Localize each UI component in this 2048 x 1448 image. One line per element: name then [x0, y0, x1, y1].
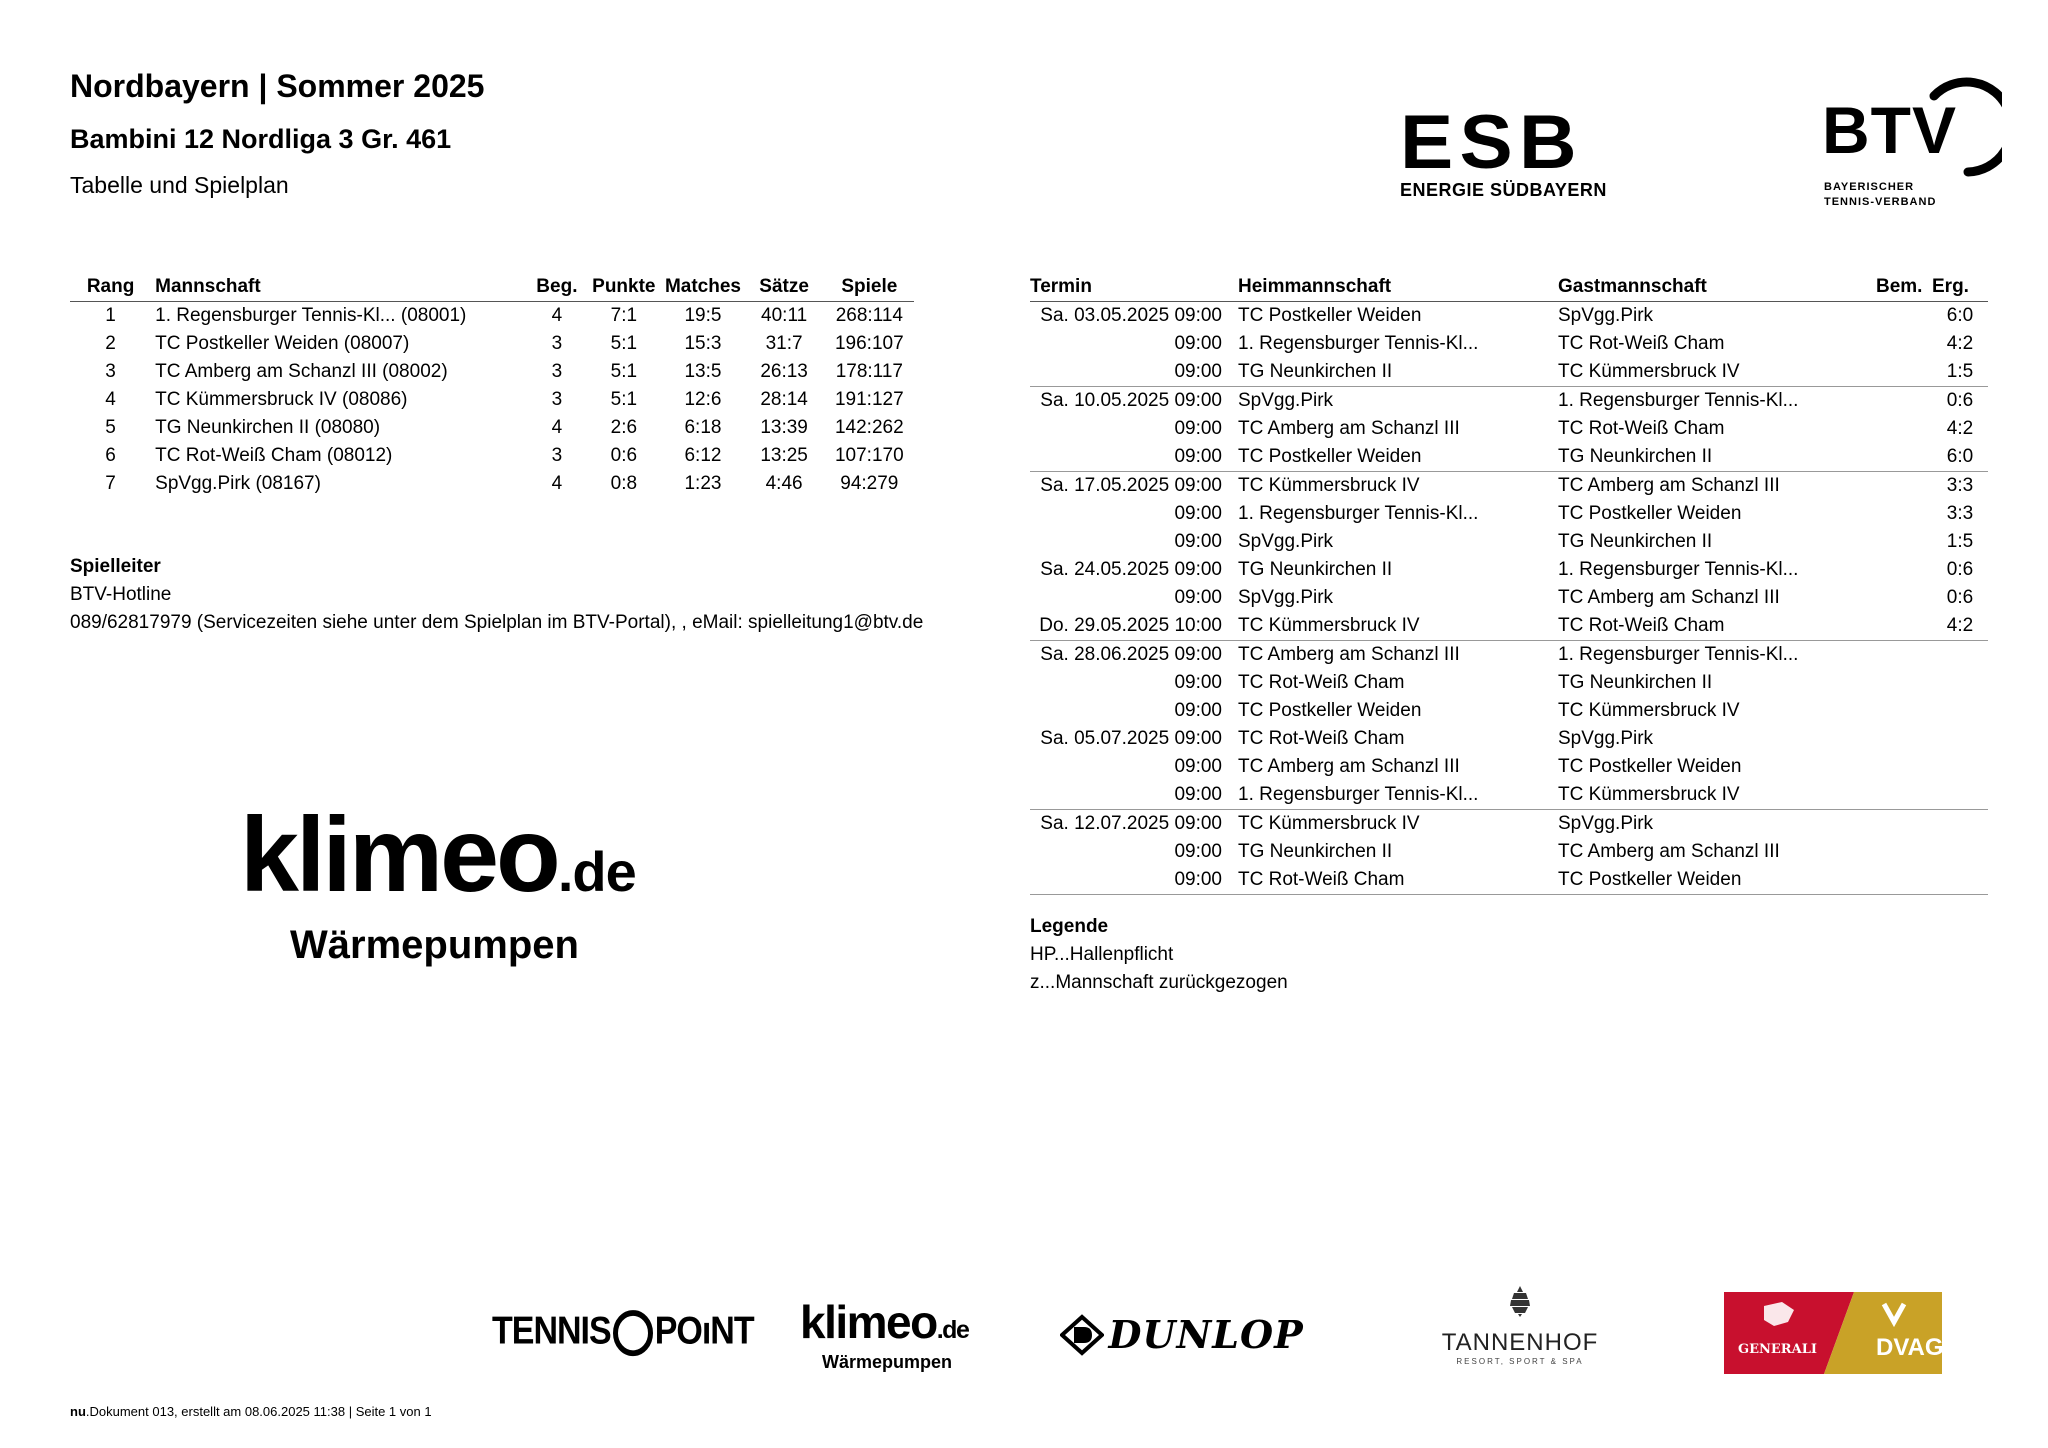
guest-cell: TG Neunkirchen II: [1558, 672, 1713, 693]
matches-cell: 6:12: [684, 445, 722, 466]
klimeo-logo-tld: .de: [557, 840, 636, 903]
home-cell: TC Kümmersbruck IV: [1238, 810, 1558, 839]
pinecone-icon: [1505, 1284, 1535, 1318]
erg-cell: 1:5: [1946, 361, 1974, 382]
home-cell: TC Kümmersbruck IV: [1238, 615, 1420, 636]
team-cell: TC Postkeller Weiden (08007): [155, 333, 410, 354]
home-cell: 1. Regensburger Tennis-Kl...: [1238, 784, 1479, 805]
term-cell: 09:00: [1174, 672, 1222, 693]
beg-cell: 3: [551, 361, 563, 382]
erg-cell: [1932, 697, 1988, 725]
home-cell: 1. Regensburger Tennis-Kl...: [1238, 333, 1479, 354]
table-row: [70, 358, 914, 386]
sets-cell: 13:39: [760, 417, 808, 438]
term-cell: 09:00: [1174, 841, 1222, 862]
term-cell: Sa. 28.06.2025 09:00: [1030, 641, 1238, 670]
document-type: Tabelle und Spielplan: [70, 172, 289, 198]
bem-cell: [1876, 528, 1932, 556]
guest-cell: TC Postkeller Weiden: [1558, 756, 1742, 777]
erg-cell: 4:2: [1946, 333, 1974, 354]
dunlop-logo: [1060, 1312, 1304, 1357]
erg-cell: 6:0: [1946, 305, 1974, 326]
btv-logo-line1: BAYERISCHER: [1824, 181, 1915, 193]
points-cell: 2:6: [610, 417, 638, 438]
col-points: Punkte: [585, 273, 662, 302]
erg-cell: 1:5: [1946, 531, 1974, 552]
table-row: [1030, 697, 1988, 725]
term-cell: Sa. 10.05.2025 09:00: [1030, 387, 1238, 416]
bem-cell: [1876, 810, 1932, 839]
sets-cell: 28:14: [760, 389, 808, 410]
erg-cell: 0:6: [1946, 559, 1974, 580]
home-cell: TC Amberg am Schanzl III: [1238, 418, 1460, 439]
table-row: [1030, 443, 1988, 472]
bem-cell: [1876, 302, 1932, 331]
tennispoint-text-1: TENNIS: [492, 1308, 611, 1353]
team-cell: TC Rot-Weiß Cham (08012): [155, 445, 393, 466]
tannenhof-logo-subtitle: RESORT, SPORT & SPA: [1456, 1357, 1584, 1366]
term-cell: Sa. 12.07.2025 09:00: [1030, 810, 1238, 839]
generali-dvag-logo: [1724, 1292, 1942, 1374]
table-row: [1030, 358, 1988, 387]
table-row: [1030, 669, 1988, 697]
dvag-logo-text: DVAG: [1876, 1334, 1944, 1361]
matches-cell: 13:5: [684, 361, 722, 382]
table-row: [1030, 753, 1988, 781]
points-cell: 5:1: [610, 361, 638, 382]
erg-cell: [1932, 725, 1988, 753]
guest-cell: TG Neunkirchen II: [1558, 531, 1713, 552]
rank-cell: 7: [105, 473, 116, 494]
bem-cell: [1876, 500, 1932, 528]
home-cell: TC Rot-Weiß Cham: [1238, 728, 1405, 749]
games-cell: 107:170: [834, 445, 904, 466]
sets-cell: 26:13: [760, 361, 808, 382]
rank-cell: 3: [105, 361, 116, 382]
erg-cell: 3:3: [1932, 472, 1988, 501]
matches-cell: 15:3: [684, 333, 722, 354]
bem-cell: [1876, 387, 1932, 416]
table-row: [70, 386, 914, 414]
klimeo-logo-small: [800, 1296, 969, 1373]
esb-logo-subtitle: ENERGIE SÜDBAYERN: [1400, 180, 1607, 200]
klimeo-small-subtitle: Wärmepumpen: [822, 1352, 953, 1372]
home-cell: SpVgg.Pirk: [1238, 387, 1558, 416]
team-cell: SpVgg.Pirk (08167): [155, 473, 321, 494]
tennis-player-icon: ı: [701, 1308, 711, 1353]
term-cell: Sa. 03.05.2025 09:00: [1040, 305, 1222, 326]
table-row: [1030, 472, 1988, 501]
points-cell: 5:1: [610, 333, 638, 354]
home-cell: TG Neunkirchen II: [1238, 559, 1393, 580]
games-cell: 94:279: [840, 473, 899, 494]
bem-cell: [1876, 472, 1932, 501]
spielleiter-name: BTV-Hotline: [70, 584, 172, 605]
table-row: [1030, 641, 1988, 670]
bem-cell: [1876, 781, 1932, 810]
col-guest: Gastmannschaft: [1558, 273, 1876, 302]
term-cell: Do. 29.05.2025 10:00: [1039, 615, 1222, 636]
bem-cell: [1876, 753, 1932, 781]
table-row: [1030, 500, 1988, 528]
footer-brand: nu: [70, 1404, 86, 1419]
col-home: Heimmannschaft: [1238, 273, 1558, 302]
col-erg: Erg.: [1932, 273, 1988, 302]
home-cell: TG Neunkirchen II: [1238, 841, 1393, 862]
table-row: [70, 330, 914, 358]
erg-cell: 0:6: [1946, 587, 1974, 608]
team-cell: TG Neunkirchen II (08080): [155, 417, 381, 438]
home-cell: SpVgg.Pirk: [1238, 531, 1334, 552]
term-cell: Sa. 17.05.2025 09:00: [1030, 472, 1238, 501]
table-row: [70, 302, 914, 331]
home-cell: TC Rot-Weiß Cham: [1238, 672, 1405, 693]
table-row: [70, 414, 914, 442]
btv-logo-letters: BTV: [1822, 93, 1957, 167]
term-cell: 09:00: [1174, 361, 1222, 382]
term-cell: 09:00: [1174, 531, 1222, 552]
guest-cell: TC Rot-Weiß Cham: [1558, 418, 1725, 439]
home-cell: TC Amberg am Schanzl III: [1238, 641, 1558, 670]
matches-cell: 6:18: [684, 417, 722, 438]
guest-cell: 1. Regensburger Tennis-Kl...: [1558, 641, 1876, 670]
col-rank: Rang: [70, 273, 151, 302]
erg-cell: [1932, 781, 1988, 810]
spielleiter-contact: 089/62817979 (Servicezeiten siehe unter dem Spielplan im BTV-Portal), , eMail: spielleitung1@btv.de: [70, 612, 924, 633]
rank-cell: 2: [105, 333, 116, 354]
table-row: [1030, 528, 1988, 556]
games-cell: 191:127: [834, 389, 904, 410]
matches-cell: 19:5: [684, 305, 722, 326]
tannenhof-logo-text: TANNENHOF: [1441, 1329, 1599, 1356]
guest-cell: TC Amberg am Schanzl III: [1558, 841, 1780, 862]
bem-cell: [1876, 612, 1932, 641]
term-cell: 09:00: [1174, 503, 1222, 524]
beg-cell: 4: [551, 305, 563, 326]
term-cell: 09:00: [1174, 418, 1222, 439]
home-cell: TC Kümmersbruck IV: [1238, 472, 1558, 501]
col-beg: Beg.: [529, 273, 586, 302]
rank-cell: 4: [105, 389, 116, 410]
matches-cell: 12:6: [684, 389, 722, 410]
guest-cell: TC Postkeller Weiden: [1558, 503, 1742, 524]
home-cell: TG Neunkirchen II: [1238, 361, 1393, 382]
tannenhof-logo: [1440, 1284, 1600, 1366]
team-cell: TC Kümmersbruck IV (08086): [155, 389, 408, 410]
guest-cell: TC Amberg am Schanzl III: [1558, 472, 1876, 501]
home-cell: TC Rot-Weiß Cham: [1238, 866, 1558, 895]
btv-logo-line2: TENNIS-VERBAND: [1824, 196, 1937, 208]
table-row: [1030, 584, 1988, 612]
beg-cell: 3: [551, 445, 563, 466]
guest-cell: TG Neunkirchen II: [1558, 446, 1713, 467]
games-cell: 196:107: [834, 333, 904, 354]
erg-cell: 4:2: [1946, 615, 1974, 636]
term-cell: 09:00: [1030, 866, 1238, 895]
document-footer: [70, 1404, 432, 1419]
term-cell: 09:00: [1174, 333, 1222, 354]
erg-cell: 4:2: [1946, 418, 1974, 439]
tennispoint-text-3: NT: [710, 1308, 754, 1353]
beg-cell: 3: [551, 389, 563, 410]
home-cell: TC Postkeller Weiden: [1238, 305, 1422, 326]
bem-cell: [1876, 866, 1932, 895]
guest-cell: SpVgg.Pirk: [1558, 810, 1876, 839]
klimeo-logo-large: [240, 796, 700, 967]
page-title: Nordbayern | Sommer 2025: [70, 68, 485, 104]
col-matches: Matches: [662, 273, 743, 302]
col-term: Termin: [1030, 273, 1238, 302]
table-row: [1030, 810, 1988, 839]
klimeo-logo-subtitle: Wärmepumpen: [290, 923, 579, 967]
erg-cell: [1932, 810, 1988, 839]
erg-cell: [1932, 669, 1988, 697]
home-cell: SpVgg.Pirk: [1238, 587, 1334, 608]
dunlop-logo-text: DUNLOP: [1108, 1312, 1304, 1357]
sets-cell: 4:46: [765, 473, 803, 494]
sets-cell: 31:7: [765, 333, 803, 354]
col-games: Spiele: [825, 273, 914, 302]
table-row: [1030, 838, 1988, 866]
bem-cell: [1876, 641, 1932, 670]
bem-cell: [1876, 443, 1932, 472]
guest-cell: TC Kümmersbruck IV: [1558, 784, 1740, 805]
points-cell: 0:8: [610, 473, 638, 494]
guest-cell: TC Postkeller Weiden: [1558, 866, 1876, 895]
legend-item: HP...Hallenpflicht: [1030, 944, 1174, 965]
spielleiter-heading: Spielleiter: [70, 556, 161, 577]
guest-cell: SpVgg.Pirk: [1558, 728, 1654, 749]
esb-logo: [1400, 100, 1610, 200]
legend-heading: Legende: [1030, 916, 1109, 937]
esb-logo-letters: ESB: [1400, 100, 1583, 185]
term-cell: 09:00: [1174, 587, 1222, 608]
rank-cell: 1: [105, 305, 116, 326]
erg-cell: [1932, 753, 1988, 781]
bem-cell: [1876, 838, 1932, 866]
bem-cell: [1876, 330, 1932, 358]
standings-header-row: [70, 273, 914, 302]
sets-cell: 13:25: [760, 445, 808, 466]
home-cell: 1. Regensburger Tennis-Kl...: [1238, 503, 1479, 524]
footer-text: .Dokument 013, erstellt am 08.06.2025 11:38 | Seite 1 von 1: [85, 1404, 432, 1419]
standings-table: [70, 273, 914, 498]
col-team: Mannschaft: [151, 273, 528, 302]
bem-cell: [1876, 725, 1932, 753]
games-cell: 268:114: [835, 305, 903, 326]
home-cell: TC Amberg am Schanzl III: [1238, 756, 1460, 777]
beg-cell: 4: [551, 473, 563, 494]
bem-cell: [1876, 669, 1932, 697]
sets-cell: 40:11: [761, 305, 808, 326]
tennispoint-text-2: PO: [654, 1308, 702, 1353]
guest-cell: TC Rot-Weiß Cham: [1558, 615, 1725, 636]
points-cell: 7:1: [610, 305, 638, 326]
guest-cell: 1. Regensburger Tennis-Kl...: [1558, 559, 1799, 580]
bem-cell: [1876, 697, 1932, 725]
bem-cell: [1876, 556, 1932, 584]
term-cell: 09:00: [1174, 446, 1222, 467]
legend-item: z...Mannschaft zurückgezogen: [1030, 972, 1288, 993]
guest-cell: SpVgg.Pirk: [1558, 305, 1654, 326]
home-cell: TC Postkeller Weiden: [1238, 446, 1422, 467]
table-row: [1030, 387, 1988, 416]
generali-logo-text: GENERALI: [1738, 1342, 1817, 1357]
col-sets: Sätze: [744, 273, 825, 302]
games-cell: 178:117: [835, 361, 903, 382]
table-row: [1030, 725, 1988, 753]
team-cell: 1. Regensburger Tennis-Kl... (08001): [155, 305, 467, 326]
btv-logo-subtitle: [1824, 180, 1936, 210]
matches-cell: 1:23: [684, 473, 722, 494]
guest-cell: TC Kümmersbruck IV: [1558, 700, 1740, 721]
table-row: [1030, 330, 1988, 358]
erg-cell: 0:6: [1932, 387, 1988, 416]
klimeo-logo-word: [240, 796, 700, 922]
games-cell: 142:262: [834, 417, 904, 438]
table-row: [1030, 556, 1988, 584]
schedule-header-row: [1030, 273, 1988, 302]
btv-logo: [1822, 74, 2002, 214]
erg-cell: [1932, 838, 1988, 866]
erg-cell: 6:0: [1946, 446, 1974, 467]
bem-cell: [1876, 358, 1932, 387]
term-cell: Sa. 05.07.2025 09:00: [1040, 728, 1222, 749]
guest-cell: TC Rot-Weiß Cham: [1558, 333, 1725, 354]
term-cell: Sa. 24.05.2025 09:00: [1040, 559, 1222, 580]
table-row: [1030, 612, 1988, 641]
term-cell: 09:00: [1174, 756, 1222, 777]
erg-cell: [1932, 866, 1988, 895]
bem-cell: [1876, 415, 1932, 443]
beg-cell: 3: [551, 333, 563, 354]
tennis-ball-icon: [613, 1310, 653, 1356]
table-row: [70, 442, 914, 470]
klimeo-small-word: [800, 1296, 969, 1352]
league-subtitle: Bambini 12 Nordliga 3 Gr. 461: [70, 124, 452, 154]
table-row: [70, 470, 914, 498]
points-cell: 5:1: [610, 389, 638, 410]
table-row: [1030, 781, 1988, 810]
klimeo-small-tld: .de: [936, 1316, 969, 1344]
dunlop-flying-d-icon: [1060, 1313, 1104, 1357]
erg-cell: 3:3: [1946, 503, 1974, 524]
points-cell: 0:6: [610, 445, 638, 466]
rank-cell: 6: [105, 445, 116, 466]
col-bem: Bem.: [1876, 273, 1932, 302]
schedule-table: [1030, 273, 1988, 895]
tennispoint-logo: [492, 1309, 754, 1356]
rank-cell: 5: [105, 417, 116, 438]
guest-cell: 1. Regensburger Tennis-Kl...: [1558, 387, 1876, 416]
guest-cell: TC Kümmersbruck IV: [1558, 361, 1740, 382]
beg-cell: 4: [551, 417, 563, 438]
term-cell: 09:00: [1174, 700, 1222, 721]
team-cell: TC Amberg am Schanzl III (08002): [155, 361, 448, 382]
guest-cell: TC Amberg am Schanzl III: [1558, 587, 1780, 608]
bem-cell: [1876, 584, 1932, 612]
klimeo-logo-text: klimeo: [240, 796, 558, 914]
table-row: [1030, 866, 1988, 895]
erg-cell: [1932, 641, 1988, 670]
term-cell: 09:00: [1174, 784, 1222, 805]
table-row: [1030, 302, 1988, 331]
klimeo-small-text: klimeo: [800, 1296, 937, 1348]
home-cell: TC Postkeller Weiden: [1238, 700, 1422, 721]
table-row: [1030, 415, 1988, 443]
